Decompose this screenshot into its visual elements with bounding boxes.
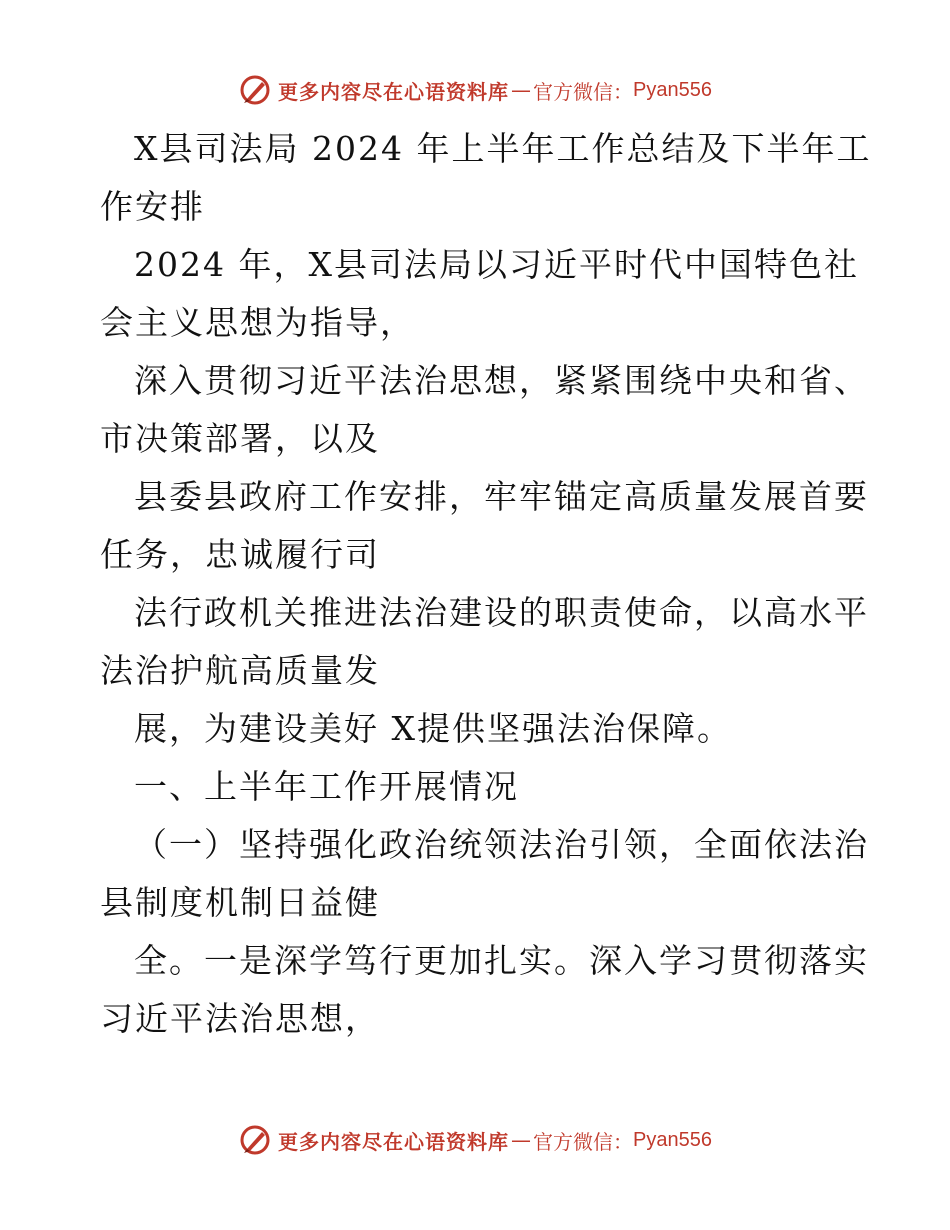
- document-body: [100, 120, 872, 1048]
- watermark-main-text: 更多内容尽在心语资料库: [278, 1129, 510, 1154]
- paragraph-line: 习近平法治思想，: [100, 999, 380, 1038]
- subsection-heading: （一）坚持强化政治统领法治引领，全面依法治: [134, 825, 869, 864]
- watermark-dash: —: [511, 78, 532, 102]
- document-title-line-1: X县司法局 2024 年上半年工作总结及下半年工: [134, 129, 872, 168]
- section-heading: 一、上半年工作开展情况: [134, 767, 519, 806]
- paragraph-line: 法行政机关推进法治建设的职责使命，以高水平: [134, 593, 869, 632]
- paragraph-line: 市决策部署，以及: [100, 419, 380, 458]
- paragraph-line: 县委县政府工作安排，牢牢锚定高质量发展首要: [134, 477, 869, 516]
- paragraph-line: 县制度机制日益健: [100, 883, 380, 922]
- paragraph-line: 任务，忠诚履行司: [100, 535, 380, 574]
- watermark-main-text: 更多内容尽在心语资料库: [278, 79, 510, 104]
- watermark-wechat-id: Pyan556: [633, 78, 712, 101]
- watermark-sub-text: 官方微信：: [533, 1129, 634, 1154]
- paragraph-line: 展，为建设美好 X提供坚强法治保障。: [134, 709, 732, 748]
- document-title-line-2: 作安排: [100, 187, 205, 226]
- paragraph-line: 全。一是深学笃行更加扎实。深入学习贯彻落实: [134, 941, 869, 980]
- watermark-sub-text: 官方微信：: [533, 79, 634, 104]
- paragraph-line: 法治护航高质量发: [100, 651, 380, 690]
- watermark-banner-bottom: [0, 1120, 950, 1160]
- paragraph-line: 2024 年，X县司法局以习近平时代中国特色社: [134, 245, 859, 284]
- paragraph-line: 深入贯彻习近平法治思想，紧紧围绕中央和省、: [134, 361, 869, 400]
- paragraph-line: 会主义思想为指导，: [100, 303, 415, 342]
- watermark-wechat-id: Pyan556: [633, 1128, 712, 1151]
- watermark-dash: —: [511, 1128, 532, 1152]
- pen-logo-icon: [238, 1123, 272, 1157]
- watermark-banner-top: [0, 70, 950, 110]
- pen-logo-icon: [238, 73, 272, 107]
